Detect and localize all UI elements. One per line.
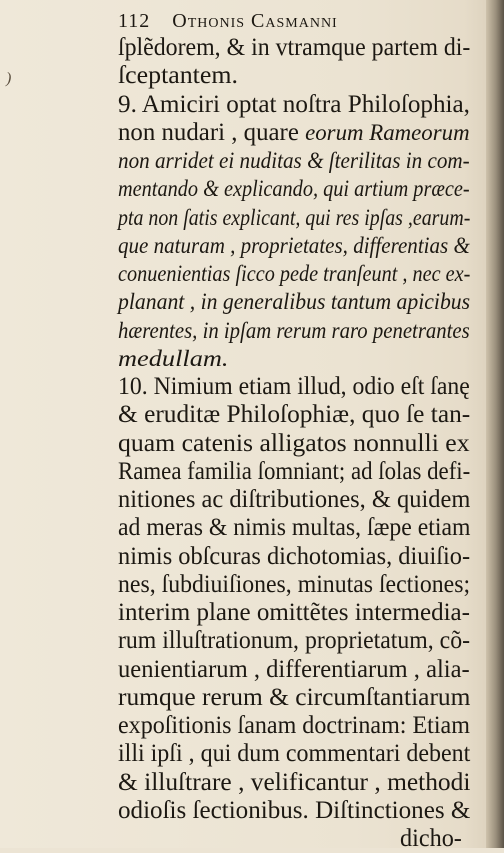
text-line: interim plane omittẽtes intermedia- xyxy=(118,599,470,626)
text-line: nimis obſcuras dichotomias, diuiſio- xyxy=(118,542,471,570)
text-line: planant , in generalibus tantum apicibus xyxy=(118,289,471,315)
text-line: medullam. xyxy=(118,345,229,371)
text-line: ad meras & nimis multas, ſæpe etiam xyxy=(118,514,471,542)
margin-mark: ) xyxy=(6,70,12,87)
running-title: Othonis Casmanni xyxy=(172,10,338,32)
text-line: ſplẽdorem, & in vtramque partem di- xyxy=(118,34,471,61)
text-line: uenientiarum , differentiarum , alia- xyxy=(118,655,470,683)
text-line: odioſis ſectionibus. Diſtinctiones & xyxy=(118,796,471,824)
text-line: illi ipſi , qui dum commentari debent xyxy=(118,740,471,768)
text-line: ſceptantem. xyxy=(118,62,238,90)
running-head xyxy=(118,10,338,33)
text-line: nes, ſubdiuiſiones, minutas ſectiones; xyxy=(118,570,471,598)
text-line: rum illuſtrationum, proprietatum, cõ- xyxy=(118,627,471,655)
text-line: & eruditæ Philoſophiæ, quo ſe tan- xyxy=(118,401,471,429)
text-line: quam catenis alligatos nonnulli ex xyxy=(118,429,470,457)
text-line: hærentes, in ipſam rerum raro penetrantes xyxy=(118,317,470,343)
text-line: non nudari , quare eorum Rameorum xyxy=(118,118,470,146)
text-line: non arridet ei nuditas & ſterilitas in com- xyxy=(118,148,470,173)
page-gutter-shadow xyxy=(486,0,504,848)
text-line: Ramea familia ſomniant; ad ſolas defi- xyxy=(118,457,471,485)
text-line: 10. Nimium etiam illud, odio eſt ſanę xyxy=(118,373,470,400)
text-line: rumque rerum & circumſtantiarum xyxy=(118,683,471,711)
text-line: expoſitionis ſanam doctrinam: Etiam xyxy=(118,712,470,739)
text-line: dicho- xyxy=(400,825,462,852)
text-line: nitiones ac diſtributiones, & quidem xyxy=(118,486,471,513)
text-line: que naturam , proprietates, differentias & xyxy=(118,232,470,258)
text-line: 9. Amiciri optat noſtra Philoſophia, xyxy=(118,90,470,118)
text-line: mentando & explicando, qui artium præce- xyxy=(118,176,470,202)
text-line: conuenientias ſicco pede tranſeunt , nec ex- xyxy=(118,261,471,286)
page-number: 112 xyxy=(118,10,151,32)
text-line: & illuſtrare , velificantur , methodi xyxy=(118,768,471,796)
text-line: pta non ſatis explicant, qui res ipſas ,earum- xyxy=(118,204,471,230)
